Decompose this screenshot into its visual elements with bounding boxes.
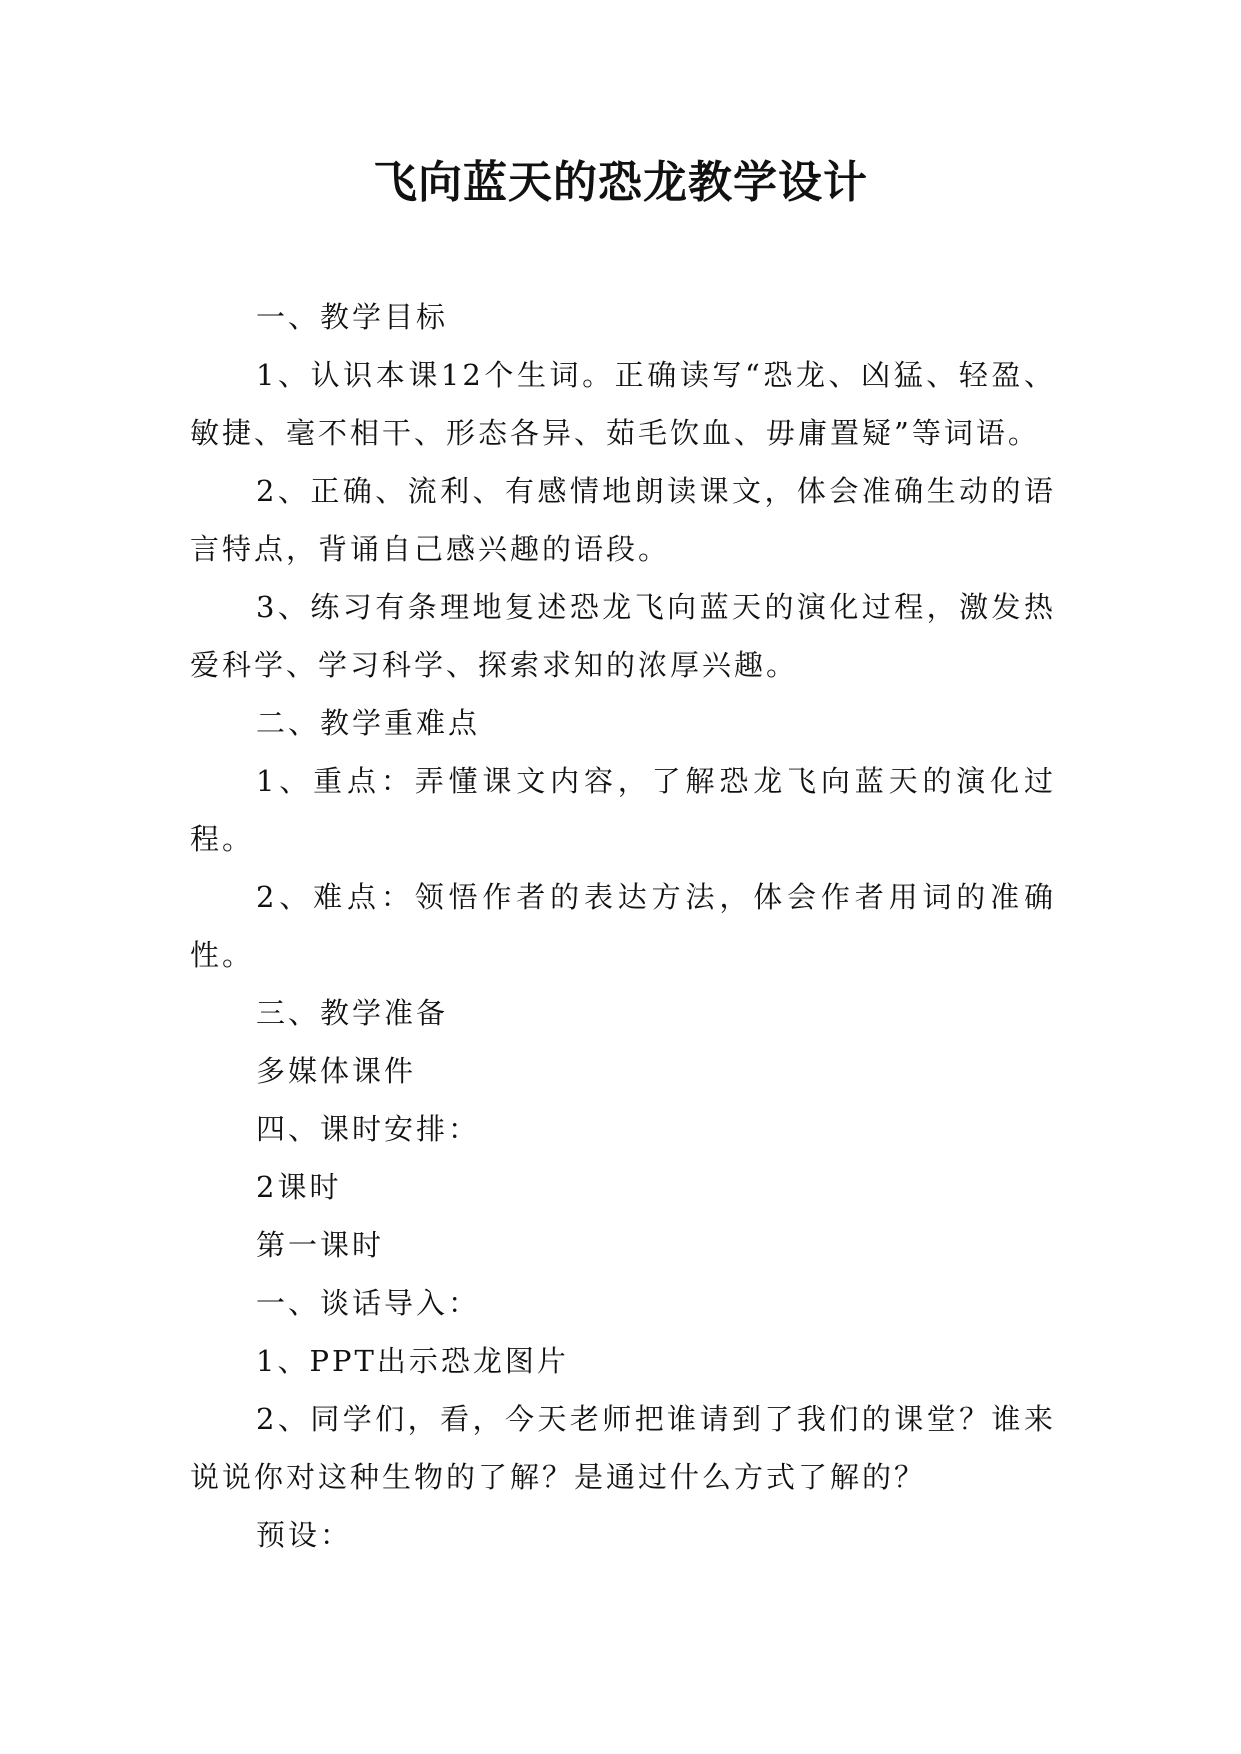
- step-heading-intro: 一、谈话导入：: [256, 1286, 481, 1320]
- paragraph-intro-2: 2、同学们，看，今天老师把谁请到了我们的课堂？谁来说说你对这种生物的了解？是通过什么方式了解的？: [190, 1402, 1056, 1494]
- section-heading-key-points: 二、教学重难点: [256, 706, 481, 740]
- lesson-heading-first: 第一课时: [256, 1228, 385, 1262]
- paragraph-intro-1: 1、PPT出示恐龙图片: [256, 1344, 569, 1378]
- section-heading-schedule: 四、课时安排：: [256, 1112, 481, 1146]
- paragraph-preset: 预设：: [256, 1518, 353, 1552]
- paragraph-schedule: 2课时: [256, 1170, 342, 1204]
- paragraph-objective-1: 1、认识本课12个生词。正确读写“恐龙、凶猛、轻盈、敏捷、毫不相干、形态各异、茹毛饮血、毋庸置疑”等词语。: [190, 358, 1056, 450]
- paragraph-difficulty: 2、难点：领悟作者的表达方法，体会作者用词的准确性。: [190, 880, 1056, 972]
- document-title: 飞向蓝天的恐龙教学设计: [373, 157, 868, 208]
- paragraph-objective-2: 2、正确、流利、有感情地朗读课文，体会准确生动的语言特点，背诵自己感兴趣的语段。: [190, 474, 1056, 566]
- section-heading-objectives: 一、教学目标: [256, 300, 449, 334]
- paragraph-objective-3: 3、练习有条理地复述恐龙飞向蓝天的演化过程，激发热爱科学、学习科学、探索求知的浓厚兴趣。: [190, 590, 1056, 682]
- paragraph-preparation: 多媒体课件: [256, 1054, 417, 1088]
- document-body: [190, 288, 1056, 1564]
- section-heading-preparation: 三、教学准备: [256, 996, 449, 1030]
- paragraph-key-point: 1、重点：弄懂课文内容，了解恐龙飞向蓝天的演化过程。: [190, 764, 1056, 856]
